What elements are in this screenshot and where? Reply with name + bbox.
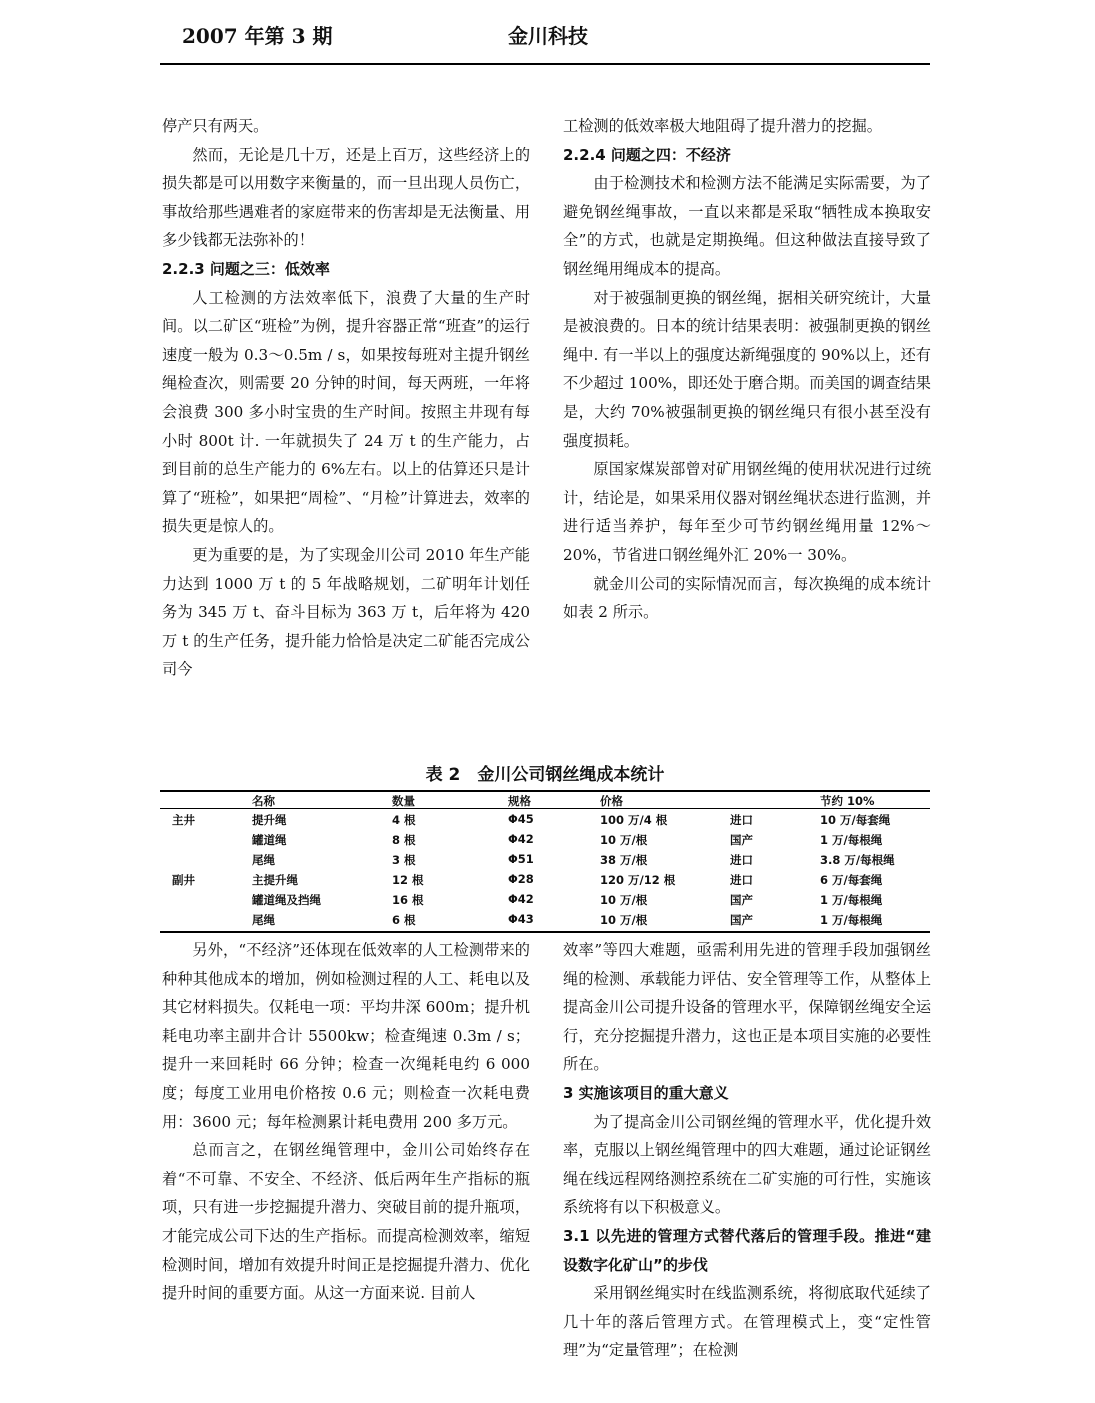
table-cell: 主提升绳 (252, 873, 298, 887)
table-cell: 国产 (730, 893, 753, 907)
table-cell: 尾绳 (252, 913, 275, 927)
table-bottom-rule (160, 931, 930, 933)
table-cell: 10 万/每套绳 (820, 813, 891, 827)
table-cell: Φ42 (508, 892, 534, 906)
table-cell: 罐道绳及挡绳 (252, 893, 321, 907)
section-heading: 2.2.3 问题之三：低效率 (162, 259, 330, 278)
table-body (160, 809, 930, 929)
column-right-bottom (563, 936, 931, 1365)
table-cell: 100 万/4 根 (600, 813, 668, 827)
paragraph: 效率”等四大难题，亟需利用先进的管理手段加强钢丝绳的检测、承载能力评估、安全管理等工作，从整体上提高金川公司提升设备的管理水平，保障钢丝绳安全运行，充分挖掘提升潜力，这也正是本项目实施的必要性所在。 (563, 941, 931, 1074)
column-left-top (162, 112, 530, 684)
table-cell: 10 万/根 (600, 893, 648, 907)
header-rule (160, 63, 930, 65)
cost-table (160, 790, 930, 933)
table-cell: 国产 (730, 913, 753, 927)
issue-label: 2007 年第 3 期 (182, 24, 333, 48)
paragraph: 另外，“不经济”还体现在低效率的人工检测带来的种种其他成本的增加，例如检测过程的人工、耗电以及其它材料损失。仅耗电一项：平均井深 600m；提升机耗电功率主副井合计 5500kw；检查绳速 0.3m / s；提升一来回耗时 66 分钟；检查一次绳耗电约 6 000 度；每度工业用电价格按 0.6 元；则检查一次耗电费用：3600 元；每年检测累计耗电费用 200 多万元。 (162, 941, 530, 1131)
table-cell: 3.8 万/每根绳 (820, 853, 895, 867)
table-row (160, 889, 930, 909)
running-header (160, 16, 930, 50)
table-cell: Φ28 (508, 872, 534, 886)
table-row (160, 849, 930, 869)
table-cell: 副井 (172, 873, 195, 887)
table-row (160, 909, 930, 929)
table-cell: 进口 (730, 853, 753, 867)
paragraph: 人工检测的方法效率低下，浪费了大量的生产时间。以二矿区“班检”为例，提升容器正常“班查”的运行速度一般为 0.3～0.5m / s，如果按每班对主提升钢丝绳检查次，则需要 20 分钟的时间，每天两班，一年将会浪费 300 多小时宝贵的生产时间。按照主井现有每小时 800t 计. 一年就损失了 24 万 t 的生产能力，占到目前的总生产能力的 6%左右。以上的估算还只是计算了“班检”，如果把“周检”、“月检”计算进去，效率的损失更是惊人的。 (162, 288, 530, 536)
table-cell: 3 根 (392, 853, 416, 867)
section-heading: 3.1 以先进的管理方式替代落后的管理手段。推进“建设数字化矿山”的步伐 (563, 1226, 931, 1274)
paragraph: 总而言之，在钢丝绳管理中，金川公司始终存在着“不可靠、不安全、不经济、低后两年生产指标的瓶项，只有进一步挖掘提升潜力、突破目前的提升瓶项，才能完成公司下达的生产指标。而提高检测效率，缩短检测时间，增加有效提升时间正是挖掘提升潜力、优化提升时间的重要方面。从这一方面来说. 目前人 (162, 1141, 530, 1303)
section-heading: 3 实施该项目的重大意义 (563, 1083, 729, 1102)
paragraph: 更为重要的是，为了实现金川公司 2010 年生产能力达到 1000 万 t 的 5 年战略规划，二矿明年计划任务为 345 万 t、奋斗目标为 363 万 t，后年将为 420 万 t 的生产任务，提升能力恰恰是决定二矿能否完成公司今 (162, 545, 530, 679)
table-cell: Φ43 (508, 912, 534, 926)
column-right-top (563, 112, 931, 627)
table-cell: 提升绳 (252, 813, 287, 827)
paragraph: 对于被强制更换的钢丝绳，据相关研究统计，大量是被浪费的。日本的统计结果表明：被强制更换的钢丝绳中. 有一半以上的强度达新绳强度的 90%以上，还有不少超过 100%，即还处于磨合期。而美国的调查结果是，大约 70%被强制更换的钢丝绳只有很小甚至没有强度损耗。 (563, 288, 931, 450)
table-cell: 4 根 (392, 813, 416, 827)
table-cell: 16 根 (392, 893, 424, 907)
paragraph: 停产只有两天。 (162, 117, 269, 135)
table-row (160, 809, 930, 829)
table-cell: 6 万/每套绳 (820, 873, 883, 887)
paragraph: 就金川公司的实际情况而言，每次换绳的成本统计如表 2 所示。 (563, 574, 931, 622)
journal-title: 金川科技 (508, 24, 588, 48)
paragraph: 工检测的低效率极大地阻碍了提升潜力的挖掘。 (563, 117, 882, 135)
table-cell: 38 万/根 (600, 853, 648, 867)
paragraph: 由于检测技术和检测方法不能满足实际需要，为了避免钢丝绳事故，一直以来都是采取“牺牲成本换取安全”的方式，也就是定期换绳。但这种做法直接导致了钢丝绳用绳成本的提高。 (563, 174, 931, 278)
section-heading: 2.2.4 问题之四：不经济 (563, 145, 731, 164)
paragraph: 采用钢丝绳实时在线监测系统，将彻底取代延续了几十年的落后管理方式。在管理模式上，变“定性管理”为“定量管理”；在检测 (563, 1284, 931, 1360)
table-cell: 罐道绳 (252, 833, 287, 847)
table-cell: 10 万/根 (600, 833, 648, 847)
table-cell: 尾绳 (252, 853, 275, 867)
table-header-cell: 价格 (600, 794, 623, 808)
table-caption: 表 2 金川公司钢丝绳成本统计 (425, 765, 665, 785)
table-cell: Φ42 (508, 832, 534, 846)
paragraph: 为了提高金川公司钢丝绳的管理水平，优化提升效率，克服以上钢丝绳管理中的四大难题，通过论证钢丝绳在线远程网络测控系统在二矿实施的可行性，实施该系统将有以下积极意义。 (563, 1112, 931, 1217)
column-left-bottom (162, 936, 530, 1308)
table-cell: 10 万/根 (600, 913, 648, 927)
table-header-row (160, 792, 930, 808)
table-row (160, 829, 930, 849)
table-cell: 8 根 (392, 833, 416, 847)
table-cell: 12 根 (392, 873, 424, 887)
table-row (160, 869, 930, 889)
table-cell: Φ45 (508, 812, 534, 826)
table-cell: 1 万/每根绳 (820, 893, 883, 907)
table-header-cell: 节约 10% (820, 794, 875, 808)
paragraph: 然而，无论是几十万，还是上百万，这些经济上的损失都是可以用数字来衡量的，而一旦出现人员伤亡，事故给那些遇难者的家庭带来的伤害却是无法衡量、用多少钱都无法弥补的！ (162, 145, 530, 250)
table-cell: 1 万/每根绳 (820, 913, 883, 927)
table-header-cell: 数量 (392, 794, 415, 808)
table-cell: 国产 (730, 833, 753, 847)
table-cell: 6 根 (392, 913, 416, 927)
table-cell: 1 万/每根绳 (820, 833, 883, 847)
table-header-cell: 规格 (508, 794, 531, 808)
table-cell: 120 万/12 根 (600, 873, 676, 887)
table-cell: 进口 (730, 813, 753, 827)
paragraph: 原国家煤炭部曾对矿用钢丝绳的使用状况进行过统计，结论是，如果采用仪器对钢丝绳状态进行监测，并进行适当养护，每年至少可节约钢丝绳用量 12%～20%，节省进口钢丝绳外汇 20%一 30%。 (563, 460, 931, 564)
table-cell: 主井 (172, 813, 195, 827)
table-cell: 进口 (730, 873, 753, 887)
table-cell: Φ51 (508, 852, 534, 866)
table-header-cell: 名称 (252, 794, 275, 808)
